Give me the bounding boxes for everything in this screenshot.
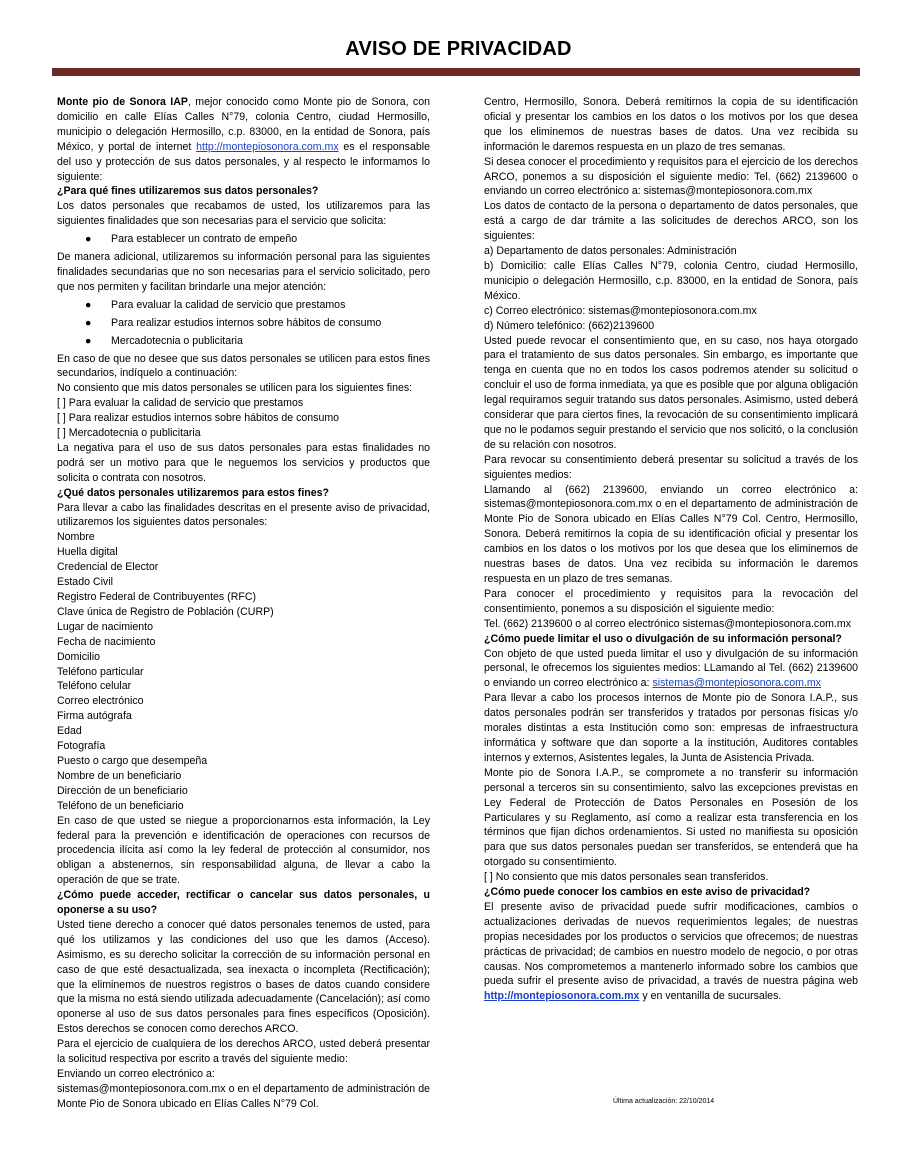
intro-paragraph (57, 95, 430, 184)
paragraph-negativa: La negativa para el uso de sus datos personales para estas finalidades no podrá ser un motivo para que le neguemos los servicios y productos que solicita o contrata con nosotros. (57, 441, 430, 484)
checkbox-option[interactable]: [ ] Para evaluar la calidad de servicio que prestamos (57, 397, 304, 410)
list-item: Teléfono de un beneficiario (57, 799, 184, 812)
paragraph-limitar (484, 647, 858, 692)
list-item: Nombre de un beneficiario (57, 769, 182, 782)
right-column (484, 95, 858, 1004)
list-item: Correo electrónico (57, 695, 144, 708)
heading-limitar: ¿Cómo puede limitar el uso o divulgación de su información personal? (484, 632, 842, 645)
checkbox-option[interactable]: [ ] Para realizar estudios internos sobre hábitos de consumo (57, 412, 340, 425)
list-item: Huella digital (57, 546, 118, 559)
bullet-text: Para evaluar la calidad de servicio que prestamos (111, 298, 346, 311)
paragraph-datos: Para llevar a cabo las finalidades descritas en el presente aviso de privacidad, utilizaremos los siguientes datos personales: (57, 501, 430, 529)
bullet-text: Mercadotecnia o publicitaria (111, 334, 243, 347)
list-item: Lugar de nacimiento (57, 620, 153, 633)
list-item: Teléfono particular (57, 665, 144, 678)
paragraph-revocar: Usted puede revocar el consentimiento que, en su caso, nos haya otorgado para el tratamiento de sus datos personales. Sin embargo, es importante que tenga en cuenta que no en todos los casos podremos atender su solicitud o concluir el uso de forma inmediata, ya que es posible que por alguna obligación legal requiramos seguir tratando sus datos personales. Asimismo, usted deberá considerar que para ciertos fines, la revocación de su consentimiento implicará que no le podamos seguir prestando el servicio que nos solicitó, o la conclusión de su relación con nosotros. (484, 334, 858, 451)
limitar-text: Con objeto de que usted pueda limitar el uso y divulgación de su información personal, le ofrecemos los siguientes medios: LLamando al Tel. (662) 2139600 o enviando un correo electrónico a: (484, 647, 858, 690)
last-updated: Última actualización: 22/10/2014 (613, 1098, 715, 1105)
bullet-icon: ● (85, 298, 92, 311)
contact-address: b) Domicilio: calle Elías Calles N°79, colonia Centro, ciudad Hermosillo, municipio o delegación Hermosillo, c.p. 83000, en la entidad de Sonora, país México. (484, 259, 858, 302)
intro-text-a: , mejor conocido como Monte pio de Sonora, con domicilio en calle Elías Calles N°79, colonia Centro, ciudad Hermosillo, municipio o delegación Hermosillo, c.p. 83000, en la entidad de Sonora, país México, y portal de internet (57, 96, 430, 153)
title-divider (52, 68, 860, 76)
contact-department: a) Departamento de datos personales: Administración (484, 245, 737, 258)
website-link[interactable]: http://montepiosonora.com.mx (196, 140, 339, 153)
bullet-item (57, 316, 430, 331)
list-item: Estado Civil (57, 576, 113, 589)
paragraph-niegue: En caso de que usted se niegue a proporcionarnos esta información, la Ley federal para la prevención e identificación de operaciones con recursos de procedencia ilícita así como la ley federal de protección al consumidor, nos obligan a abstenernos, sin responsabilidad alguna, de llevar a cabo la operación de que se trate. (57, 814, 430, 887)
paragraph-para-revocar: Para revocar su consentimiento deberá presentar su solicitud a través de los siguientes medios: (484, 453, 858, 481)
bullet-text: Para realizar estudios internos sobre hábitos de consumo (111, 316, 382, 329)
data-list (57, 530, 430, 813)
bullet-item (57, 334, 430, 349)
paragraph-arco: Usted tiene derecho a conocer qué datos personales tenemos de usted, para qué los utilizamos y las condiciones del uso que les damos (Acceso). Asimismo, es su derecho solicitar la corrección de su información personal en caso de que esté desactualizada, sea inexacta o incompleta (Rectificación); que la eliminemos de nuestros registros o bases de datos cuando considere que la misma no está siendo utilizada adecuadamente (Cancelación); así como oponerse al uso de sus datos personales para fines específicos (Oposición). Estos derechos se conocen como derechos ARCO. (57, 918, 430, 1036)
paragraph-compromete: Monte pio de Sonora I.A.P., se compromete a no transferir su información personal a terceros sin su consentimiento, salvo las excepciones previstas en Ley Federal de Protección de Datos Personales en Posesión de los Particulares y su Reglamento, así como a realizar esta transferencia en los términos que fijan dichos ordenamientos. Si usted no manifiesta su oposición para que sus datos personales puedan ser transferidos, se entenderá que ha otorgado su consentimiento. (484, 766, 858, 869)
paragraph-cambios (484, 900, 858, 1004)
cambios-text: El presente aviso de privacidad puede sufrir modificaciones, cambios o actualizaciones derivadas de nuevos requerimientos legales; de nuestras propias necesidades por los productos o servicios que ofrecemos; de nuestras prácticas de privacidad; de cambios en nuestro modelo de negocio, o por otras causas. Nos comprometemos a mantenerlo informado sobre los cambios que pueda sufrir el presente aviso de privacidad, a través de nuestra página web (484, 900, 858, 988)
left-column (57, 95, 430, 1112)
list-item: Clave única de Registro de Población (CURP) (57, 605, 274, 618)
org-name: Monte pio de Sonora IAP (57, 96, 188, 108)
paragraph-email-dept: sistemas@montepiosonora.com.mx o en el departamento de administración de Monte Pio de Sonora ubicado en Elías Calles N°79 Col. (57, 1082, 430, 1110)
website-link-bold[interactable]: http://montepiosonora.com.mx (484, 990, 640, 1003)
page-title: AVISO DE PRIVACIDAD (345, 38, 572, 60)
bullet-item (57, 298, 430, 313)
paragraph-ejercicio: Para el ejercicio de cualquiera de los derechos ARCO, usted deberá presentar la solicitud respectiva por escrito a través del siguiente medio: (57, 1038, 430, 1066)
paragraph-enviando: Enviando un correo electrónico a: (57, 1068, 215, 1080)
list-item: Nombre (57, 531, 95, 544)
list-item: Firma autógrafa (57, 710, 132, 723)
paragraph-conocer: Para conocer el procedimiento y requisitos para la revocación del consentimiento, ponemos a su disposición el siguiente medio: (484, 587, 858, 615)
contact-phone: d) Número telefónico: (662)2139600 (484, 319, 655, 332)
paragraph-cont: Centro, Hermosillo, Sonora. Deberá remitirnos la copia de su identificación oficial y presentar los cambios en los datos o los motivos por los que desea que los eliminemos de nuestras bases de datos. Una vez recibida su información le daremos respuesta en un plazo de tres semanas. (484, 96, 858, 153)
list-item: Fotografía (57, 740, 106, 753)
checkbox-option[interactable]: [ ] Mercadotecnia o publicitaria (57, 427, 201, 440)
intro-text-b: es el responsable del uso y protección de sus datos personales, y al respecto le informamos lo siguiente: (57, 140, 430, 183)
paragraph-adicional: De manera adicional, utilizaremos su información personal para las siguientes finalidades secundarias que no son necesarias para el servicio solicitado, pero que nos permiten y facilitan brindarle una mejor atención: (57, 251, 430, 293)
bullet-icon: ● (85, 334, 92, 347)
heading-arco: ¿Cómo puede acceder, rectificar o cancelar sus datos personales, u oponerse a su uso? (57, 889, 430, 917)
list-item: Credencial de Elector (57, 561, 159, 574)
bullet-item (57, 232, 430, 247)
list-item: Edad (57, 725, 82, 738)
list-item: Registro Federal de Contribuyentes (RFC) (57, 591, 257, 603)
cambios-text-end: y en ventanilla de sucursales. (639, 990, 782, 1003)
paragraph-contacto: Los datos de contacto de la persona o departamento de datos personales, que está a cargo de dar trámite a las solicitudes de derechos ARCO, son los siguientes: (484, 200, 858, 243)
bullet-text: Para establecer un contrato de empeño (111, 233, 298, 246)
bullet-icon: ● (85, 233, 92, 246)
paragraph-fines: Los datos personales que recabamos de usted, los utilizaremos para las siguientes finalidades que son necesarias para el servicio que solicita: (57, 200, 430, 228)
contact-email: c) Correo electrónico: sistemas@montepiosonora.com.mx (484, 304, 757, 317)
email-link[interactable]: sistemas@montepiosonora.com.mx (652, 677, 821, 690)
list-item: Domicilio (57, 650, 100, 663)
paragraph-procesos: Para llevar a cabo los procesos internos de Monte pio de Sonora I.A.P., sus datos personales podrán ser transferidos y tratados por personas físicas y/o morales distintas a esta Institución como son: empresas de infraestructura informática y software que dan soporte a la institución, Auditores contables internos y externos, Asistentes legales, la Junta de Asistencia Privada. (484, 692, 858, 764)
heading-datos: ¿Qué datos personales utilizaremos para estos fines? (57, 486, 329, 499)
paragraph-tel: Tel. (662) 2139600 o al correo electrónico sistemas@montepiosonora.com.mx (484, 617, 851, 630)
heading-cambios: ¿Cómo puede conocer los cambios en este aviso de privacidad? (484, 886, 811, 899)
list-item: Dirección de un beneficiario (57, 784, 188, 797)
list-item: Fecha de nacimiento (57, 635, 156, 648)
paragraph-llamando: Llamando al (662) 2139600, enviando un correo electrónico a: sistemas@montepiosonora.com.mx o en el departamento de administración de Monte Pio de Sonora ubicado en Elías Calles N°79 Col. Centro, Hermosillo, Sonora. Deberá remitirnos la copia de su identificación oficial y presentar los cambios en los datos o los motivos por los que desea que los eliminemos de nuestras bases de datos. Una vez recibida su información le daremos respuesta en un plazo de tres semanas. (484, 483, 858, 585)
paragraph-no-desea: En caso de que no desee que sus datos personales se utilicen para estos fines secundarios, indíquelo a continuación: (57, 352, 430, 380)
heading-fines: ¿Para qué fines utilizaremos sus datos personales? (57, 185, 319, 198)
list-item: Puesto o cargo que desempeña (57, 754, 208, 767)
bullet-icon: ● (85, 316, 92, 329)
checkbox-no-consiento[interactable]: [ ] No consiento que mis datos personales sean transferidos. (484, 871, 769, 884)
list-item: Teléfono celular (57, 680, 132, 693)
paragraph-no-consiento: No consiento que mis datos personales se utilicen para los siguientes fines: (57, 382, 413, 395)
paragraph-desea: Si desea conocer el procedimiento y requisitos para el ejercicio de los derechos ARCO, ponemos a su disposición el siguiente medio: Tel. (662) 2139600 o enviando un correo electrónico a: sistemas@montepiosonora.com.mx (484, 155, 858, 198)
